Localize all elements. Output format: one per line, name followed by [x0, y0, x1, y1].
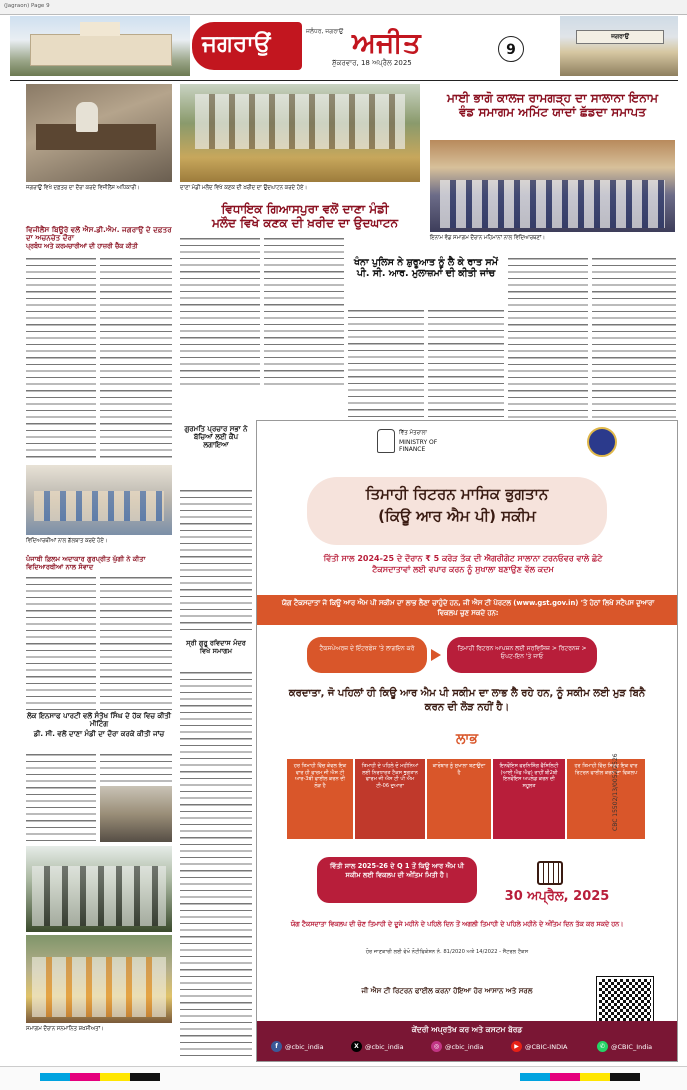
- mandi-photo: [180, 84, 420, 182]
- whatsapp-icon: ✆: [597, 1041, 608, 1052]
- page-number: 9: [506, 42, 516, 58]
- mandi-headline-line2: ਮਲੌਦ ਵਿਖੇ ਕਣਕ ਦੀ ਖ਼ਰੀਦ ਦਾ ਉਦਘਾਟਨ: [212, 215, 398, 230]
- mid-headline: ਗੁਰਮਤਿ ਪ੍ਰਚਾਰ ਸਭਾ ਨੇ ਬੱਚਿਆਂ ਲਈ ਕੈਂਪ ਲਗਾਇਆ: [184, 425, 248, 450]
- social-twitter[interactable]: [351, 1041, 404, 1052]
- students-story-text-2: [100, 575, 172, 710]
- ad-board: ਕੇਂਦਰੀ ਅਪ੍ਰਤੱਖ ਕਰ ਅਤੇ ਕਸਟਮ ਬੋਰਡ: [411, 1025, 523, 1034]
- x-icon: X: [351, 1041, 362, 1052]
- college-story-text-2: [592, 256, 676, 436]
- ad-step-1: [307, 637, 427, 673]
- social-youtube[interactable]: [511, 1041, 567, 1052]
- ad-eligible-text: ਯੋਗ ਟੈਕਸਦਾਤਾ ਜੋ ਕਿਊ ਆਰ ਐਮ ਪੀ ਸਕੀਮ ਦਾ ਲਾਭ ਲੈਣਾ ਚਾਹੁੰਦੇ ਹਨ, ਜੀ ਐਸ ਟੀ ਪੋਰਟਲ (www.gst.gov.in) 'ਤੇ ਹੇਠਾਂ ਲਿਖੇ ਸਟੈਪਸ ਦੁਆਰਾ ਵਿਕਲਪ ਚੁਣ ਸਕਦੇ ਹਨ:: [281, 599, 655, 617]
- police-headline: [348, 258, 504, 280]
- ad-title-2: (ਕਿਊ ਆਰ ਐਮ ਪੀ) ਸਕੀਮ: [378, 507, 536, 525]
- top-strip-text: (Jagraon) Page 9: [4, 3, 50, 9]
- left-story-text-2: [100, 256, 172, 461]
- header-left-photo: [10, 16, 190, 76]
- facebook-icon: f: [271, 1041, 282, 1052]
- college-photo: [430, 140, 675, 232]
- social-twitter-handle: @cbic_india: [365, 1042, 404, 1051]
- instagram-icon: ◎: [431, 1041, 442, 1052]
- mid-story-text-2: [180, 670, 252, 1060]
- social-facebook-handle: @cbic_india: [285, 1042, 324, 1051]
- left-headline-text: ਵਿਜੀਲੈਂਸ ਬਿਊਰੋ ਵਲੋਂ ਐਸ.ਡੀ.ਐਮ. ਜਗਰਾਉਂ ਦੇ ਦਫ਼ਤਰ ਦਾ ਅਚਨਚੇਤ ਦੌਰਾ: [26, 225, 172, 243]
- left-headline: [26, 226, 172, 250]
- top-strip: [0, 0, 687, 15]
- header-rule: [10, 80, 678, 81]
- social-youtube-handle: @CBIC-INDIA: [525, 1042, 568, 1051]
- mid-headline-2: ਸ੍ਰੀ ਗੁਰੂ ਰਵਿਦਾਸ ਮੰਦਰ ਵਿਖੇ ਸਮਾਗਮ: [186, 639, 246, 655]
- issue-date: ਸ਼ੁੱਕਰਵਾਰ, 18 ਅਪ੍ਰੈਲ 2025: [332, 59, 412, 67]
- social-whatsapp-handle: @CBIC_India: [611, 1042, 653, 1051]
- police-story-text-2: [428, 308, 504, 438]
- caption-vigilance: ਜਗਰਾਉਂ ਵਿਖੇ ਦਫ਼ਤਰ ਦਾ ਦੌਰਾ ਕਰਦੇ ਵਿਜੀਲੈਂਸ ਅਧਿਕਾਰੀ।: [26, 185, 140, 191]
- ad-notice: ਕਰਦਾਤਾ, ਜੋ ਪਹਿਲਾਂ ਹੀ ਕਿਊ ਆਰ ਐਮ ਪੀ ਸਕੀਮ ਦਾ ਲਾਭ ਲੈ ਰਹੇ ਹਨ, ਨੂੰ ਸਕੀਮ ਲਈ ਮੁੜ ਬਿਨੈ ਕਰਨ ਦੀ ਲੋੜ ਨਹੀਂ ਹੈ।: [288, 688, 646, 713]
- caption-mandi: ਦਾਣਾ ਮੰਡੀ ਮਲੌਦ ਵਿਖੇ ਕਣਕ ਦੀ ਖ਼ਰੀਦ ਦਾ ਉਦਘਾਟਨ ਕਰਦੇ ਹੋਏ।: [180, 185, 308, 191]
- header-right-photo: [560, 16, 678, 76]
- left-headline-3-line1: ਲੋਕ ਇਨਸਾਫ ਪਾਰਟੀ ਵਲੋਂ ਸੰਤੋਖ ਸਿੰਘ ਦੇ ਹੱਕ ਵਿਚ ਕੀਤੀ ਮੀਟਿੰਗ: [27, 712, 171, 729]
- ad-title-1: ਤਿਮਾਹੀ ਰਿਟਰਨ ਮਾਸਿਕ ਭੁਗਤਾਨ: [365, 485, 549, 503]
- gst-ad: [256, 420, 678, 1062]
- students-story-text-1: [26, 575, 96, 710]
- left-headline-3: [26, 712, 172, 738]
- left-headline-2: ਪੰਜਾਬੀ ਫ਼ਿਲਮ ਅਦਾਕਾਰ ਗੁਰਪ੍ਰੀਤ ਘੁੱਗੀ ਨੇ ਕੀਤਾ ਵਿਦਿਆਰਥੀਆਂ ਨਾਲ ਸੰਵਾਦ: [26, 555, 146, 571]
- college-story-text-1: [508, 256, 588, 436]
- social-whatsapp[interactable]: [597, 1041, 652, 1052]
- caption-college: ਇਨਾਮ ਵੰਡ ਸਮਾਗਮ ਦੌਰਾਨ ਮਹਿਮਾਨਾਂ ਨਾਲ ਵਿਦਿਆਰਥਣਾਂ।: [430, 235, 545, 241]
- college-headline: [430, 92, 675, 120]
- caption-students: ਵਿਦਿਆਰਥੀਆਂ ਨਾਲ ਗੱਲਬਾਤ ਕਰਦੇ ਹੋਏ।: [26, 538, 108, 544]
- masthead-band: [192, 22, 482, 70]
- police-headline-line2: ਪੀ. ਸੀ. ਆਰ. ਮੁਲਾਜ਼ਮਾਂ ਦੀ ਕੀਤੀ ਜਾਂਚ: [356, 267, 496, 279]
- police-story-text-1: [348, 308, 424, 438]
- youtube-icon: ▶: [511, 1041, 522, 1052]
- mandi-headline-line1: ਵਿਧਾਇਕ ਗਿਆਸਪੁਰਾ ਵਲੋਂ ਦਾਣਾ ਮੰਡੀ: [221, 202, 389, 216]
- benefit-4: ਇਨਵੌਇਸ ਫਰਨਿਸ਼ਿੰਗ ਫੈਸਿਲਿਟੀ (ਆਈ ਐਫ ਐਫ) ਰਾਹੀਂ ਬੀ2ਬੀ ਇਨਵੌਇਸ ਅਪਲੋਡ ਕਰਨ ਦੀ ਸਹੂਲਤ: [493, 759, 565, 839]
- ad-footer-note: ਯੋਗ ਟੈਕਸਦਾਤਾ ਵਿਕਲਪ ਦੀ ਚੋਣ ਤਿਮਾਹੀ ਦੇ ਦੂਜੇ ਮਹੀਨੇ ਦੇ ਪਹਿਲੇ ਦਿਨ ਤੋਂ ਅਗਲੀ ਤਿਮਾਹੀ ਦੇ ਪਹਿਲੇ ਮਹੀਨੇ ਦੇ ਅੰਤਿਮ ਦਿਨ ਤੱਕ ਕਰ ਸਕਦੇ ਹਨ।: [290, 921, 624, 928]
- cbic-logo-icon: [587, 427, 617, 457]
- ad-step-arrow-icon: [431, 649, 441, 661]
- meeting-story-text-2: [100, 752, 172, 782]
- vigilance-photo: [26, 84, 172, 182]
- left-subhead-text: ਪ੍ਰਬੰਧ ਅਤੇ ਕਰਮਚਾਰੀਆਂ ਦੀ ਹਾਜ਼ਰੀ ਚੈੱਕ ਕੀਤੀ: [26, 242, 138, 250]
- registration-strip: [0, 1066, 687, 1090]
- masthead-sub: ਜਲੰਧਰ, ਜਗਰਾਉਂ: [306, 28, 344, 35]
- social-facebook[interactable]: [271, 1041, 324, 1052]
- calendar-icon: [537, 861, 563, 885]
- ad-intro: ਵਿੱਤੀ ਸਾਲ 2024-25 ਦੇ ਦੌਰਾਨ ₹ 5 ਕਰੋੜ ਤੱਕ ਦੀ ਐਗਰੀਗੇਟ ਸਾਲਾਨਾ ਟਰਨਓਵਰ ਵਾਲੇ ਛੋਟੇ ਟੈਕਸਦਾਤਾਵਾਂ ਲਈ ਵਪਾਰ ਕਰਨ ਨੂੰ ਸੁਖਾਲਾ ਬਣਾਉਣ ਵੱਲ ਕਦਮ: [323, 554, 603, 574]
- ad-step-2-text: ਤਿਮਾਹੀ ਰਿਟਰਨ ਆਪਸ਼ਨ ਲਈ ਸਰਵਿਸਿਜ਼ > ਰਿਟਰਨਜ਼ > ਓਪਟ-ਇਨ 'ਤੇ ਜਾਓ: [457, 645, 587, 660]
- caption-group: ਸਮਾਗਮ ਦੌਰਾਨ ਸਨਮਾਨਿਤ ਸ਼ਖ਼ਸੀਅਤਾਂ।: [26, 1026, 104, 1032]
- ministry-label: MINISTRY OF FINANCE: [399, 439, 438, 453]
- mandi-story-text-2: [264, 236, 344, 386]
- ad-eligible-band: [257, 595, 677, 625]
- social-instagram[interactable]: [431, 1041, 484, 1052]
- mid-story-text: [180, 488, 252, 633]
- ad-deadline-date: 30 ਅਪ੍ਰੈਲ, 2025: [504, 889, 610, 904]
- ad-step-1-text: ਟੈਕਸਪੇਅਰਜ਼ ਦੇ ਇੰਟਰਫੇਸ 'ਤੇ ਲਾਗਇਨ ਕਰੋ: [319, 645, 415, 652]
- college-headline-line2: ਵੰਡ ਸਮਾਗਮ ਅਮਿੱਟ ਯਾਦਾਂ ਛੱਡਦਾ ਸਮਾਪਤ: [459, 104, 646, 119]
- gate-sign: ਜਗਰਾਉਂ: [576, 30, 664, 44]
- group-photo-2: [26, 935, 172, 1023]
- benefit-1: ਹਰ ਤਿਮਾਹੀ ਵਿੱਚ ਕੇਵਲ ਇਕ ਵਾਰ ਹੀ ਫਾਰਮ ਜੀ ਐਸ ਟੀ ਆਰ-3ਬੀ ਫਾਈਲ ਕਰਨ ਦੀ ਲੋੜ ਹੈ: [287, 759, 353, 839]
- mandi-headline: [190, 203, 420, 231]
- left-story-text-1: [26, 256, 96, 461]
- meeting-photo: [100, 786, 172, 842]
- ad-title-band: [307, 477, 607, 545]
- ad-footer-bar: [257, 1021, 677, 1061]
- ad-benefits-title: ਲਾਭ: [455, 731, 479, 747]
- students-photo: [26, 465, 172, 535]
- ad-deadline-text: ਵਿੱਤੀ ਸਾਲ 2025-26 ਦੇ Q 1 ਤੋਂ ਕਿਊ ਆਰ ਐਮ ਪੀ ਸਕੀਮ ਲਈ ਵਿਕਲਪ ਦੀ ਅੰਤਿਮ ਮਿਤੀ ਹੈ।: [329, 862, 465, 879]
- ad-notification: ਹੋਰ ਜਾਣਕਾਰੀ ਲਈ ਵੇਖੋ ਨੋਟੀਫਿਕੇਸ਼ਨ ਨੰ. 81/2020 ਅਤੇ 14/2022 - ਸੈਂਟਰਲ ਟੈਕਸ: [365, 949, 529, 955]
- group-photo-1: [26, 846, 172, 932]
- gov-label: ਵਿੱਤ ਮੰਤਰਾਲਾ: [399, 430, 427, 436]
- social-instagram-handle: @cbic_india: [445, 1042, 484, 1051]
- masthead-title: ਅਜੀਤ: [352, 26, 421, 59]
- ad-code: CBC 15502/13/0052/2526: [612, 753, 619, 831]
- left-headline-3-line2: ਡੀ. ਸੀ. ਵਲੋਂ ਦਾਣਾ ਮੰਡੀ ਦਾ ਦੌਰਾ ਕਰਕੇ ਕੀਤੀ ਜਾਂਚ: [33, 730, 165, 739]
- page-number-badge: [498, 36, 524, 62]
- emblem-icon: [377, 429, 395, 453]
- ad-deadline-box: [317, 857, 477, 903]
- ad-step-2: [447, 637, 597, 673]
- benefit-3: ਕਾਰੋਬਾਰ ਨੂੰ ਸੁਖਾਲਾ ਬਣਾਉਂਦਾ ਹੈ: [427, 759, 491, 839]
- mandi-story-text-1: [180, 236, 260, 386]
- college-headline-line1: ਮਾਈ ਭਾਗੋ ਕਾਲਜ ਰਾਮਗੜ੍ਹ ਦਾ ਸਾਲਾਨਾ ਇਨਾਮ: [446, 91, 659, 105]
- benefit-2: ਤਿਮਾਹੀ ਦੇ ਪਹਿਲੇ ਦੋ ਮਹੀਨਿਆਂ ਲਈ ਨਿਰਧਾਰਤ ਟੈਕਸ ਭੁਗਤਾਨ ਫਾਰਮ ਜੀ ਐਸ ਟੀ ਪੀ ਐਮ ਟੀ-06 ਦੁਆਰਾ: [355, 759, 425, 839]
- benefit-5: ਹਰ ਤਿਮਾਹੀ ਵਿੱਚ ਸਿਰਫ਼ ਇਕ ਵਾਰ ਰਿਟਰਨ ਫਾਈਲ ਕਰਨ ਦਾ ਵਿਕਲਪ: [567, 759, 645, 839]
- meeting-story-text-1: [26, 752, 96, 842]
- section-title: ਜਗਰਾਉਂ: [202, 31, 271, 57]
- ad-helpline: ਜੀ ਐਸ ਟੀ ਰਿਟਰਨ ਫਾਈਲ ਕਰਨਾ ਹੋਇਆ ਹੋਰ ਆਸਾਨ ਅਤੇ ਸਰਲ: [361, 987, 533, 995]
- police-headline-line1: ਖੰਨਾ ਪੁਲਿਸ ਨੇ ਸ਼ੁਰੂਆਤ ਨੂੰ ਲੈ ਕੇ ਰਾਤ ਸਮੇਂ: [354, 257, 498, 268]
